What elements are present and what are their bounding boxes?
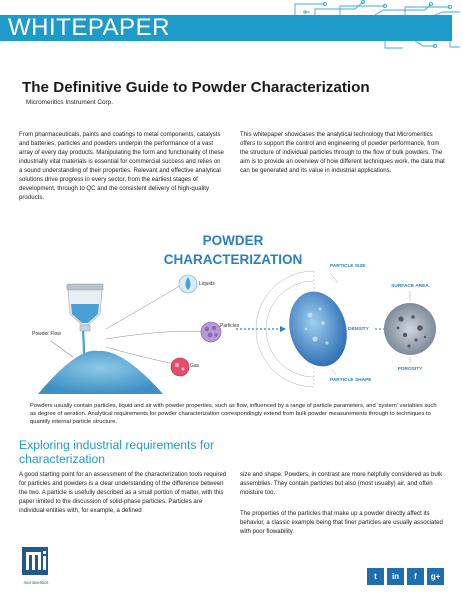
gas-label: Gas (190, 363, 200, 369)
infographic-title-line-2: CHARACTERIZATION (163, 252, 303, 267)
porous-particle-illustration (384, 303, 436, 355)
infographic-caption: Powders usually contain particles, liquid and air with powder properties, such as flow, influenced by a range of particle parameters, and 'system' variables such as degree of aeration. Analytical requirements for powder characterization correspondingly extend from bulk powder measurements through to techniques to quantify internal particle structure. (30, 403, 437, 425)
author-line: Micromeritics Instrument Corp. (26, 99, 114, 106)
powder-flow-label: Powder Flow (32, 331, 61, 337)
facebook-icon[interactable]: f (407, 568, 424, 585)
surface-area-label-line: SURFACE AREA (391, 284, 429, 289)
twitter-icon[interactable]: t (367, 568, 384, 585)
particle-illustration (281, 285, 355, 373)
particle-shape-label: PARTICLE SHAPE (330, 378, 372, 383)
header-bar (0, 0, 463, 50)
funnel-illustration (67, 284, 103, 354)
density-label: DENSITY (348, 327, 369, 332)
particles-label: Particles (220, 323, 240, 329)
document-title: The Definitive Guide to Powder Characterization (22, 79, 370, 96)
infographic-title-line-1: POWDER (202, 233, 264, 248)
particles-cluster (201, 322, 221, 342)
liquids-droplet (179, 275, 197, 293)
linkedin-icon[interactable]: in (387, 568, 404, 585)
liquids-label: Liquids (199, 281, 215, 287)
intro-paragraph-right: This whitepaper showcases the analytical technology that Micromeritics offers to support the control and engineering of powder performance, from the structure of individual particles through to the flow of bulk powders. The aim is to provide an overview of how different techniques work, the data that can be generated and its value in industrial applications. (240, 131, 445, 174)
powder-characterization-infographic (18, 229, 448, 401)
section-paragraph-left: A good starting point for an assessment of the characterization tools required for particles and powders is a clear understanding of the difference between the two. A particle is usefully described as a small portion of matter, with this paper limited to the discussion of solid-phase particles. Particles are individual entities with, for example, a defined (19, 471, 227, 514)
google-plus-icon[interactable]: g+ (427, 568, 444, 585)
porosity-label: POROSITY (397, 367, 423, 372)
section-paragraph-right-1: size and shape. Powders, in contrast are more helpfully considered as bulk assemblies. They contain particles but also (most usually) air, and often moisture too. (240, 471, 443, 496)
circuit-decoration (285, 0, 463, 50)
logo-wordmark: micromeritics (23, 580, 49, 585)
micromeritics-logo (19, 545, 51, 585)
intro-paragraph-left: From pharmaceuticals, paints and coatings to metal components, catalysts and batteries, particles and powders underpin the performance of a vast array of every day products. Manipulating the form and functionality of these industrially vital materials is essential for commercial success and relies on a sound understanding of their properties. Relevant and effective analytical solutions drive progress in every sector, from the earliest stages of development, through to QC and the consistent delivery of high-quality products. (19, 131, 224, 201)
document-type-label: WHITEPAPER (0, 15, 452, 41)
particle-size-label: PARTICLE SIZE (330, 264, 366, 269)
gas-bubble (171, 358, 189, 376)
section-heading: Exploring industrial requirements for characterization (19, 438, 215, 466)
section-paragraph-right-2: The properties of the particles that make up a powder directly affect its behavior, a classic example being that finer particles are usually associated with poor flowability. (240, 510, 443, 535)
